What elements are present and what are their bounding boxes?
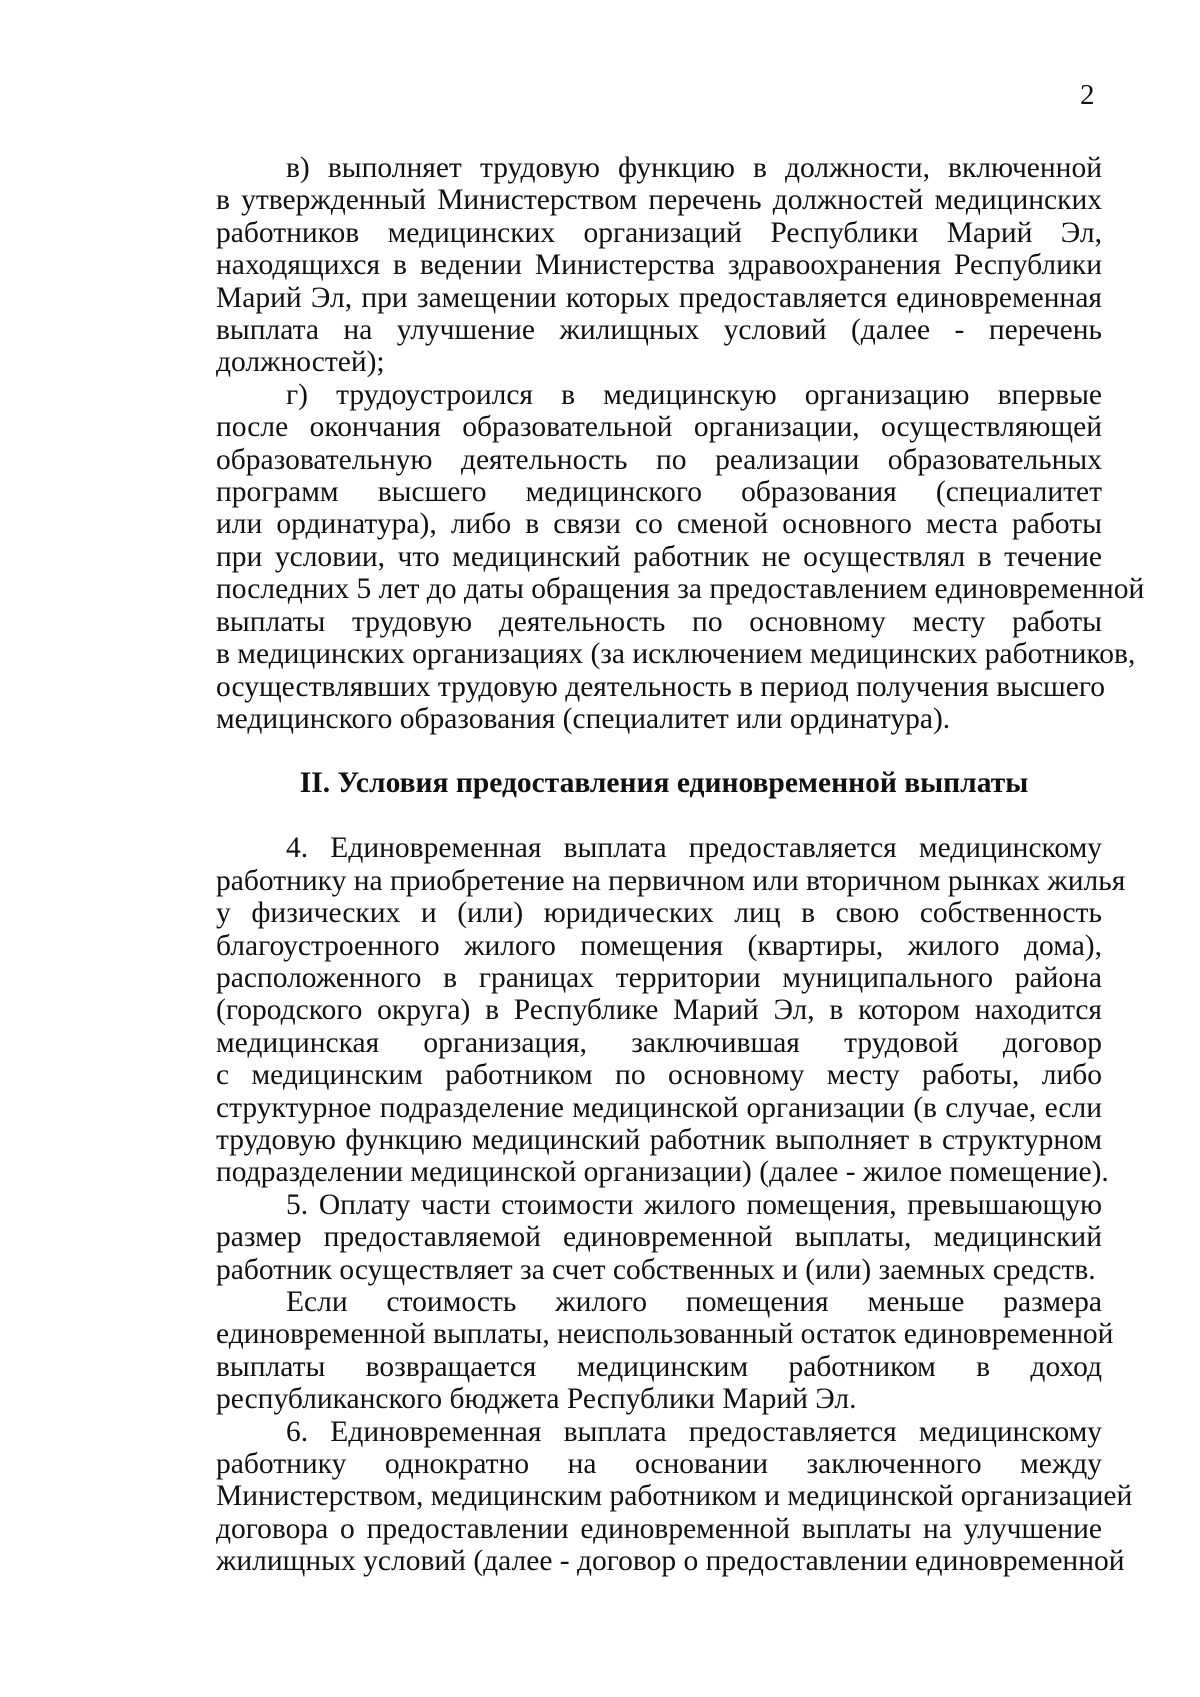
text-line: 4. Единовременная выплата предоставляется медицинскому: [286, 832, 1102, 865]
text-line: программ высшего медицинского образования (специалитет: [216, 476, 1102, 509]
paragraph-5-continuation: [216, 1286, 1114, 1416]
text-line: 5. Оплату части стоимости жилого помещения, превышающую: [286, 1188, 1102, 1221]
document-body: [216, 152, 1145, 1578]
text-line: работник осуществляет за счет собственных и (или) заемных средств.: [216, 1253, 1096, 1286]
section-heading: II. Условия предоставления единовременной выплаты: [299, 767, 1029, 800]
paragraph-4: [216, 832, 1126, 1189]
text-line: структурное подразделение медицинской организации (в случае, если: [216, 1091, 1102, 1124]
text-line: при условии, что медицинский работник не осуществлял в течение: [216, 540, 1102, 573]
text-line: в) выполняет трудовую функцию в должности, включенной: [286, 152, 1102, 184]
text-line: республиканского бюджета Республики Марий Эл.: [216, 1383, 857, 1416]
paragraph-5: [216, 1189, 1102, 1286]
text-line: или ординатура), либо в связи со сменой основного места работы: [216, 508, 1102, 541]
text-line: работнику однократно на основании заключенного между: [216, 1448, 1102, 1481]
text-line: после окончания образовательной организации, осуществляющей: [216, 411, 1102, 444]
text-line: осуществлявших трудовую деятельность в период получения высшего: [216, 670, 1105, 703]
text-line: в медицинских организациях (за исключением медицинских работников,: [216, 638, 1136, 671]
text-line: г) трудоустроился в медицинскую организацию впервые: [286, 378, 1102, 411]
paragraph-v: [216, 152, 1102, 379]
text-line: Марий Эл, при замещении которых предоставляется единовременная: [216, 281, 1102, 314]
text-line: Министерством, медицинским работником и медицинской организацией: [216, 1480, 1133, 1513]
paragraph-g: [216, 378, 1145, 735]
text-line: выплаты трудовую деятельность по основному месту работы: [216, 605, 1102, 638]
text-line: 6. Единовременная выплата предоставляется медицинскому: [286, 1415, 1102, 1448]
text-line: расположенного в границах территории муниципального района: [216, 961, 1102, 994]
page-number: 2: [1080, 79, 1095, 111]
text-line: единовременной выплаты, неиспользованный остаток единовременной: [216, 1318, 1114, 1351]
text-line: медицинская организация, заключившая трудовой договор: [216, 1026, 1102, 1059]
text-line: трудовую функцию медицинский работник выполняет в структурном: [216, 1123, 1102, 1156]
text-line: Если стоимость жилого помещения меньше размера: [286, 1286, 1102, 1318]
text-line: договора о предоставлении единовременной выплаты на улучшение: [216, 1512, 1102, 1545]
text-line: последних 5 лет до даты обращения за предоставлением единовременной: [216, 573, 1145, 606]
text-line: выплата на улучшение жилищных условий (далее - перечень: [216, 314, 1102, 347]
text-line: благоустроенного жилого помещения (квартиры, жилого дома),: [216, 929, 1102, 962]
text-line: в утвержденный Министерством перечень должностей медицинских: [216, 184, 1102, 217]
text-line: находящихся в ведении Министерства здравоохранения Республики: [216, 249, 1102, 282]
text-line: подразделении медицинской организации) (далее - жилое помещение).: [216, 1156, 1109, 1189]
text-line: размер предоставляемой единовременной выплаты, медицинский: [216, 1221, 1102, 1254]
text-line: работников медицинских организаций Республики Марий Эл,: [216, 216, 1102, 249]
text-line: у физических и (или) юридических лиц в свою собственность: [216, 897, 1102, 930]
text-line: выплаты возвращается медицинским работником в доход: [216, 1350, 1102, 1383]
text-line: должностей);: [216, 346, 385, 379]
text-line: (городского округа) в Республике Марий Эл, в котором находится: [216, 994, 1102, 1027]
text-line: образовательную деятельность по реализации образовательных: [216, 443, 1102, 476]
text-line: жилищных условий (далее - договор о предоставлении единовременной: [216, 1545, 1125, 1578]
text-line: работнику на приобретение на первичном или вторичном рынках жилья: [216, 864, 1126, 897]
paragraph-6: [216, 1415, 1133, 1578]
text-line: медицинского образования (специалитет или ординатура).: [216, 702, 951, 735]
text-line: с медицинским работником по основному месту работы, либо: [216, 1059, 1102, 1092]
